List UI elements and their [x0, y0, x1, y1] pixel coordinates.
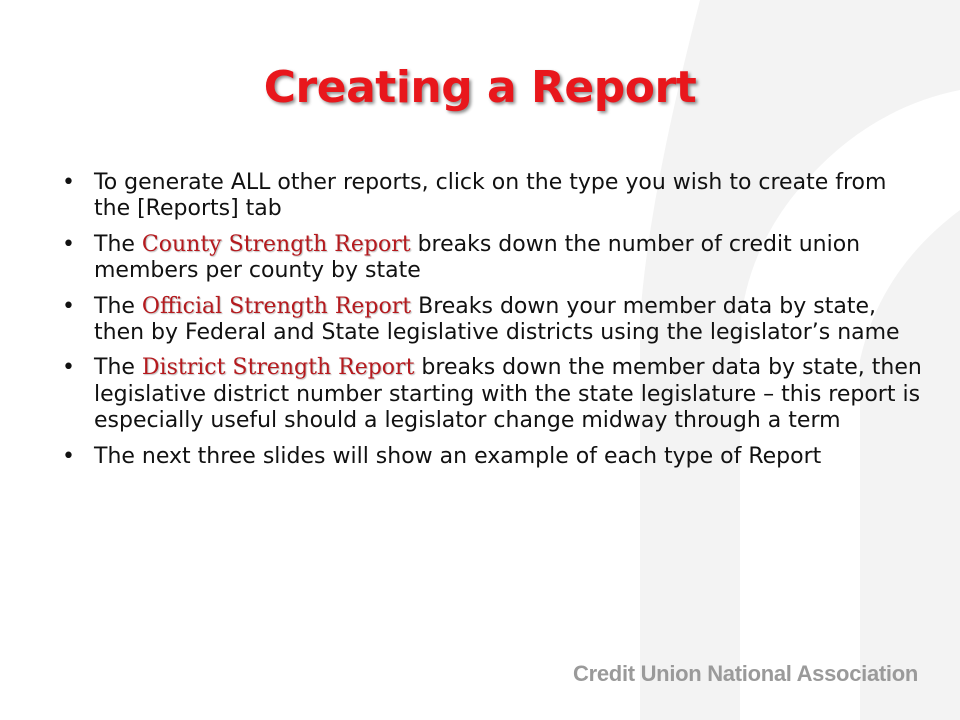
- bullet-icon: •: [62, 355, 75, 381]
- bullet-text: Breaks down your member data by state, then by Federal and State legislative districts using the legislator’s name: [94, 293, 900, 345]
- slide-title: Creating a Report: [263, 62, 697, 113]
- bullet-text: The: [94, 355, 142, 381]
- bullet-item: [62, 294, 922, 347]
- bullet-item: [62, 355, 922, 434]
- bullet-text: breaks down the number of credit union members per county by state: [94, 231, 861, 284]
- bullet-list: [62, 170, 922, 479]
- bullet-item: [62, 444, 922, 470]
- report-name-county: County Strength Report: [141, 231, 411, 257]
- bullet-text: breaks down the member data by state, then legislative district number starting with the state legislature – this report is especially useful should a legislator change midway through a term: [94, 355, 922, 434]
- bullet-text: The: [94, 293, 142, 319]
- report-name-official: Official Strength Report: [141, 293, 412, 319]
- bullet-item: [62, 232, 922, 285]
- bullet-icon: •: [62, 231, 75, 257]
- bullet-text: The: [94, 231, 142, 257]
- bullet-icon: •: [62, 443, 75, 469]
- report-name-district: District Strength Report: [141, 355, 415, 381]
- bullet-item: [62, 170, 922, 223]
- bullet-text: The next three slides will show an example of each type of Report: [94, 443, 822, 469]
- bullet-text: To generate ALL other reports, click on the type you wish to create from the [Reports] tab: [94, 170, 887, 222]
- bullet-icon: •: [62, 293, 75, 319]
- footer-organization: Credit Union National Association: [573, 661, 918, 686]
- bullet-icon: •: [62, 170, 75, 195]
